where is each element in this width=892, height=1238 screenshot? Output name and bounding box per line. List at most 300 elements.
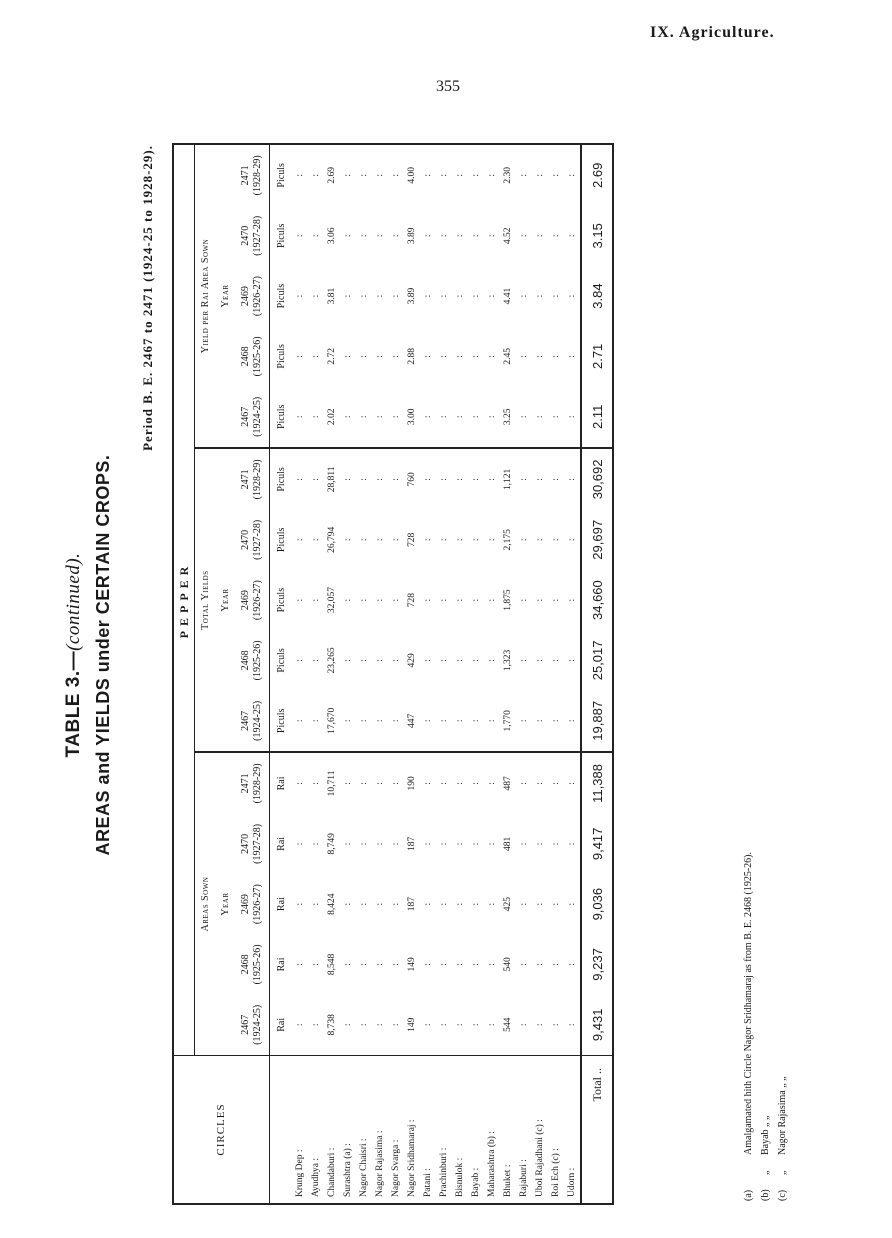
table-cell: 1,875 — [502, 589, 513, 611]
table-cell: : — [486, 659, 497, 662]
year-ce: (1924-25) — [252, 1004, 263, 1045]
total-cell: 2.69 — [581, 144, 613, 206]
year-column-header — [235, 510, 270, 570]
table-row — [420, 144, 436, 1204]
table-cell: 8,548 — [326, 953, 337, 976]
circle-leader: : — [310, 1158, 321, 1164]
table-row — [532, 144, 548, 1204]
table-cell: : — [356, 995, 372, 1056]
table-cell: 544 — [500, 995, 516, 1056]
unit-label: Piculs — [275, 283, 287, 309]
table-cell: : — [436, 387, 452, 449]
table-cell: : — [388, 691, 404, 753]
table-cell: : — [518, 234, 529, 238]
table-cell: : — [564, 691, 581, 753]
table-row — [356, 144, 372, 1204]
unit-label: Rai — [270, 995, 293, 1056]
table-cell: : — [534, 598, 545, 602]
table-cell: : — [390, 842, 401, 846]
table-cell: : — [342, 538, 353, 542]
unit-label: Piculs — [275, 648, 287, 673]
circle-name — [548, 1056, 564, 1205]
year-be: 2470 — [240, 833, 251, 854]
circle-label: Patani — [422, 1173, 433, 1197]
table-title — [60, 105, 118, 1205]
unit-label: Rai — [275, 957, 287, 972]
table-row — [388, 144, 404, 1204]
unit-label: Piculs — [270, 387, 293, 449]
table-cell: : — [310, 174, 321, 177]
table-cell: : — [422, 598, 433, 602]
table-cell: : — [518, 294, 529, 298]
table-cell: : — [566, 963, 577, 966]
table-cell: : — [470, 963, 481, 966]
table-cell: 4.00 — [406, 167, 417, 184]
year-be: 2469 — [240, 894, 251, 915]
year-ce: (1928-29) — [252, 459, 263, 500]
table-cell: : — [310, 538, 321, 542]
table-cell: : — [532, 387, 548, 449]
circle-label: Rajaburi — [518, 1164, 529, 1197]
circle-name — [404, 1056, 420, 1205]
table-cell: : — [486, 234, 497, 238]
circle-label: Roi Ech (c) — [550, 1153, 561, 1197]
table-cell: : — [564, 995, 581, 1056]
table-cell: 728 — [406, 592, 417, 608]
circle-label: Nagor Sridhamaraj — [406, 1124, 417, 1197]
table-cell: : — [454, 842, 465, 846]
table-cell: : — [310, 782, 321, 785]
table-cell: : — [310, 234, 321, 238]
table-cell: : — [534, 963, 545, 966]
footnotes — [740, 852, 791, 1201]
circle-name — [340, 1056, 356, 1205]
table-cell: : — [454, 538, 465, 542]
table-row — [308, 144, 324, 1204]
table-cell: : — [294, 842, 305, 846]
table-row — [516, 144, 532, 1204]
circle-name — [564, 1056, 581, 1205]
table-cell: : — [374, 782, 385, 785]
footnote-key: (a) — [743, 1189, 754, 1201]
table-cell: : — [486, 538, 497, 542]
circle-label: Prachinburi — [438, 1152, 449, 1197]
table-cell: : — [518, 174, 529, 177]
year-ce: (1925-26) — [252, 944, 263, 985]
table-cell: : — [310, 659, 321, 662]
table-cell: : — [294, 659, 305, 662]
table-cell: : — [358, 478, 369, 481]
table-cell: : — [454, 963, 465, 966]
pepper-table — [172, 143, 614, 1205]
circle-name — [372, 1056, 388, 1205]
table-cell: : — [358, 782, 369, 785]
table-cell: : — [566, 355, 577, 358]
table-cell: : — [356, 387, 372, 449]
year-column-header — [235, 630, 270, 690]
year-be: 2467 — [240, 710, 251, 731]
table-cell: : — [550, 842, 561, 846]
table-cell: : — [470, 478, 481, 481]
table-cell: : — [550, 174, 561, 177]
table-cell: : — [516, 387, 532, 449]
table-cell: : — [294, 902, 305, 906]
circle-leader: : — [486, 1131, 497, 1137]
table-cell: : — [470, 234, 481, 238]
table-cell: : — [358, 842, 369, 846]
table-cell: : — [358, 234, 369, 238]
crop-header: PEPPER — [173, 144, 195, 1056]
table-cell: : — [534, 842, 545, 846]
table-cell: : — [454, 234, 465, 238]
year-be: 2471 — [240, 165, 251, 186]
circle-name — [324, 1056, 340, 1205]
total-cell: 3.84 — [581, 266, 613, 326]
table-cell: : — [374, 234, 385, 238]
footnote — [774, 852, 791, 1201]
table-cell: : — [550, 538, 561, 542]
table-cell: : — [548, 995, 564, 1056]
table-cell: : — [518, 842, 529, 846]
circle-leader: : — [566, 1167, 577, 1173]
page-number: 355 — [436, 78, 460, 95]
table-cell: : — [518, 538, 529, 542]
year-be: 2467 — [240, 406, 251, 427]
table-cell: : — [550, 478, 561, 481]
circle-label: Nagor Svarga — [390, 1144, 401, 1197]
table-cell: 2.30 — [502, 167, 513, 184]
table-cell: : — [438, 355, 449, 358]
unit-label: Piculs — [275, 344, 287, 369]
table-cell: : — [438, 538, 449, 542]
table-cell: : — [470, 842, 481, 846]
circle-name — [468, 1056, 484, 1205]
footnote-text: Bayab „ „ — [760, 1115, 771, 1155]
table-cell: 447 — [404, 691, 420, 753]
table-cell: : — [484, 691, 500, 753]
circle-label: Krung Dep — [294, 1154, 305, 1197]
table-cell: 3.89 — [406, 287, 417, 305]
table-cell: 425 — [502, 897, 513, 912]
circle-label: Udorn — [566, 1172, 577, 1197]
table-cell: : — [422, 294, 433, 298]
table-cell: 4.52 — [502, 227, 513, 245]
table-cell: : — [438, 174, 449, 177]
table-cell: 728 — [406, 532, 417, 547]
circles-header: CIRCLES — [173, 1056, 270, 1205]
table-cell: : — [374, 902, 385, 906]
table-cell: : — [486, 294, 497, 298]
table-cell: : — [486, 902, 497, 906]
table-cell: : — [566, 842, 577, 846]
table-cell: : — [566, 902, 577, 906]
table-cell: : — [342, 782, 353, 785]
table-cell: : — [566, 478, 577, 481]
table-cell: : — [310, 598, 321, 602]
table-cell: : — [294, 234, 305, 238]
table-cell: : — [438, 963, 449, 966]
table-cell: 10,711 — [326, 770, 337, 797]
table-cell: : — [452, 995, 468, 1056]
year-column-header — [235, 874, 270, 934]
table-cell: : — [342, 234, 353, 238]
table-cell: : — [420, 387, 436, 449]
table-cell: : — [486, 963, 497, 966]
table-cell: 28,811 — [326, 466, 337, 493]
circle-leader: : — [470, 1167, 481, 1173]
table-cell: : — [516, 691, 532, 753]
circle-label: Bayab — [470, 1172, 481, 1197]
table-cell: : — [340, 995, 356, 1056]
section-heading: IX. Agriculture. — [650, 24, 775, 41]
table-cell: : — [470, 174, 481, 177]
year-column-header — [235, 752, 270, 814]
table-cell: : — [308, 995, 324, 1056]
circle-label: Ayudhya — [310, 1163, 321, 1197]
table-cell: : — [532, 691, 548, 753]
table-row — [468, 144, 484, 1204]
circle-leader: : — [342, 1143, 353, 1149]
table-cell: : — [438, 782, 449, 785]
circle-leader: : — [406, 1119, 417, 1125]
year-column-header — [235, 144, 270, 206]
table-cell: 8,738 — [324, 995, 340, 1056]
table-cell: : — [422, 234, 433, 238]
year-be: 2468 — [240, 346, 251, 367]
total-cell: 3.15 — [581, 206, 613, 266]
year-column-header — [235, 995, 270, 1056]
table-cell: : — [438, 234, 449, 238]
table-cell: : — [372, 995, 388, 1056]
table-cell: : — [518, 902, 529, 906]
table-cell: : — [518, 598, 529, 602]
table-cell: : — [374, 294, 385, 298]
year-be: 2467 — [240, 1014, 251, 1035]
table-cell: : — [518, 782, 529, 785]
total-cell: 34,660 — [581, 570, 613, 630]
year-column-header — [235, 691, 270, 753]
table-cell: : — [390, 478, 401, 481]
year-column-header — [235, 266, 270, 326]
table-cell: : — [518, 355, 529, 358]
table-cell: : — [470, 355, 481, 358]
table-cell: : — [550, 963, 561, 966]
circle-label: Bisnulok — [454, 1162, 465, 1197]
table-cell: 3.89 — [406, 227, 417, 245]
total-yields-header: Total Yields — [195, 448, 216, 752]
table-cell: : — [310, 842, 321, 846]
table-cell: 540 — [502, 957, 513, 972]
table-cell: : — [342, 294, 353, 298]
table-cell: 187 — [406, 897, 417, 912]
table-cell: : — [388, 995, 404, 1056]
table-cell: : — [452, 691, 468, 753]
table-cell: : — [374, 659, 385, 662]
table-cell: : — [310, 478, 321, 481]
table-cell: : — [420, 995, 436, 1056]
footnote — [740, 852, 757, 1201]
table-cell: : — [310, 902, 321, 906]
table-cell: : — [436, 995, 452, 1056]
table-cell: : — [356, 691, 372, 753]
circle-label: Chandaburi — [326, 1152, 337, 1197]
circle-label: Maharashtra (b) — [486, 1136, 497, 1197]
table-cell: 3.06 — [326, 227, 337, 245]
year-ce: (1928-29) — [252, 763, 263, 804]
circle-leader: : — [518, 1159, 529, 1165]
table-cell: : — [566, 234, 577, 238]
table-cell: : — [422, 659, 433, 662]
table-cell: 487 — [502, 776, 513, 791]
table-cell: : — [470, 659, 481, 662]
table-cell: 4.41 — [502, 287, 513, 305]
year-column-header — [235, 448, 270, 510]
table-cell: 187 — [406, 836, 417, 851]
total-cell: 9,417 — [581, 814, 613, 874]
rotated-table-page — [60, 105, 820, 1205]
table-cell: : — [468, 995, 484, 1056]
year-be: 2471 — [240, 469, 251, 490]
circle-label: Nagor Chaisri — [358, 1143, 369, 1197]
table-cell: : — [294, 355, 305, 358]
table-cell: : — [470, 902, 481, 906]
table-cell: : — [374, 478, 385, 481]
table-cell: : — [436, 691, 452, 753]
circle-name — [452, 1056, 468, 1205]
table-cell: 2.69 — [326, 167, 337, 184]
table-cell: : — [454, 294, 465, 298]
year-ce: (1926-27) — [252, 580, 263, 621]
table-cell: 3.25 — [500, 387, 516, 449]
table-cell: : — [358, 659, 369, 662]
yield-per-rai-header: Yield per Rai Area Sown — [195, 144, 216, 448]
year-be: 2469 — [240, 286, 251, 307]
table-row — [548, 144, 564, 1204]
table-cell: : — [454, 598, 465, 602]
table-cell: : — [486, 478, 497, 481]
table-cell: : — [372, 691, 388, 753]
table-cell: : — [422, 478, 433, 481]
table-cell: : — [294, 294, 305, 298]
table-cell: : — [566, 782, 577, 785]
table-cell: : — [454, 782, 465, 785]
table-cell: : — [518, 963, 529, 966]
table-row — [564, 144, 581, 1204]
year-ce: (1924-25) — [252, 700, 263, 741]
table-cell: 2.02 — [324, 387, 340, 449]
table-cell: : — [534, 234, 545, 238]
table-cell: : — [566, 659, 577, 662]
table-cell: : — [534, 782, 545, 785]
table-cell: : — [308, 387, 324, 449]
table-cell: : — [438, 902, 449, 906]
table-cell: : — [564, 387, 581, 449]
total-cell: 9,431 — [581, 995, 613, 1056]
unit-label: Rai — [275, 776, 287, 791]
total-cell: 2.11 — [581, 387, 613, 449]
table-cell: : — [422, 963, 433, 966]
table-cell: : — [566, 538, 577, 542]
table-cell: 8,424 — [326, 893, 337, 915]
unit-label: Piculs — [275, 587, 287, 613]
table-cell: 1,323 — [502, 649, 513, 672]
year-ce: (1926-27) — [252, 276, 263, 317]
table-cell: : — [294, 538, 305, 542]
table-cell: : — [292, 691, 308, 753]
year-be: 2469 — [240, 590, 251, 611]
table-cell: : — [358, 355, 369, 358]
circle-name — [484, 1056, 500, 1205]
table-cell: : — [358, 174, 369, 177]
table-cell: 3.81 — [326, 287, 337, 305]
circle-name — [500, 1056, 516, 1205]
table-row — [292, 144, 308, 1204]
total-cell: 11,388 — [581, 752, 613, 814]
table-row — [436, 144, 452, 1204]
table-cell: : — [486, 174, 497, 177]
table-cell: : — [342, 659, 353, 662]
table-row — [340, 144, 356, 1204]
table-cell: : — [484, 387, 500, 449]
table-cell: : — [454, 902, 465, 906]
table-cell: 1,121 — [502, 468, 513, 491]
table-cell: 2.45 — [502, 348, 513, 365]
table-row — [404, 144, 420, 1204]
table-cell: : — [454, 355, 465, 358]
year-columns-row — [235, 144, 270, 1204]
table-cell: : — [374, 174, 385, 177]
circle-leader: : — [454, 1157, 465, 1163]
circle-label: Bhuket — [502, 1169, 513, 1197]
footnote-text: Nagor Rajasima „ „ — [777, 1076, 788, 1155]
total-cell: 2.71 — [581, 326, 613, 386]
table-cell: : — [468, 691, 484, 753]
year-header-yields: Year — [215, 448, 235, 752]
circle-label: Surashtra (a) — [342, 1148, 353, 1197]
table-cell: 760 — [406, 472, 417, 487]
year-header-per-rai: Year — [215, 144, 235, 448]
circle-name — [356, 1056, 372, 1205]
table-cell: : — [294, 174, 305, 177]
footnote-ditto: „ — [760, 1170, 771, 1175]
circle-leader: : — [422, 1168, 433, 1174]
table-cell: : — [550, 355, 561, 358]
year-ce: (1925-26) — [252, 640, 263, 681]
table-cell: : — [390, 598, 401, 602]
footnote-key: (c) — [777, 1189, 788, 1201]
unit-spacer — [270, 1056, 293, 1205]
table-cell: : — [340, 387, 356, 449]
table-row — [324, 144, 340, 1204]
table-cell: : — [518, 478, 529, 481]
total-cell: 29,697 — [581, 510, 613, 570]
year-column-header — [235, 326, 270, 386]
table-cell: : — [292, 387, 308, 449]
year-ce: (1925-26) — [252, 336, 263, 377]
circle-name — [420, 1056, 436, 1205]
table-cell: : — [294, 782, 305, 785]
table-cell: : — [390, 355, 401, 358]
total-cell: 9,237 — [581, 934, 613, 994]
table-cell: : — [550, 598, 561, 602]
table-cell: : — [422, 902, 433, 906]
table-cell: 481 — [502, 836, 513, 851]
table-cell: : — [374, 842, 385, 846]
table-cell: : — [534, 659, 545, 662]
table-cell: : — [342, 842, 353, 846]
table-row — [372, 144, 388, 1204]
table-cell: : — [486, 598, 497, 602]
